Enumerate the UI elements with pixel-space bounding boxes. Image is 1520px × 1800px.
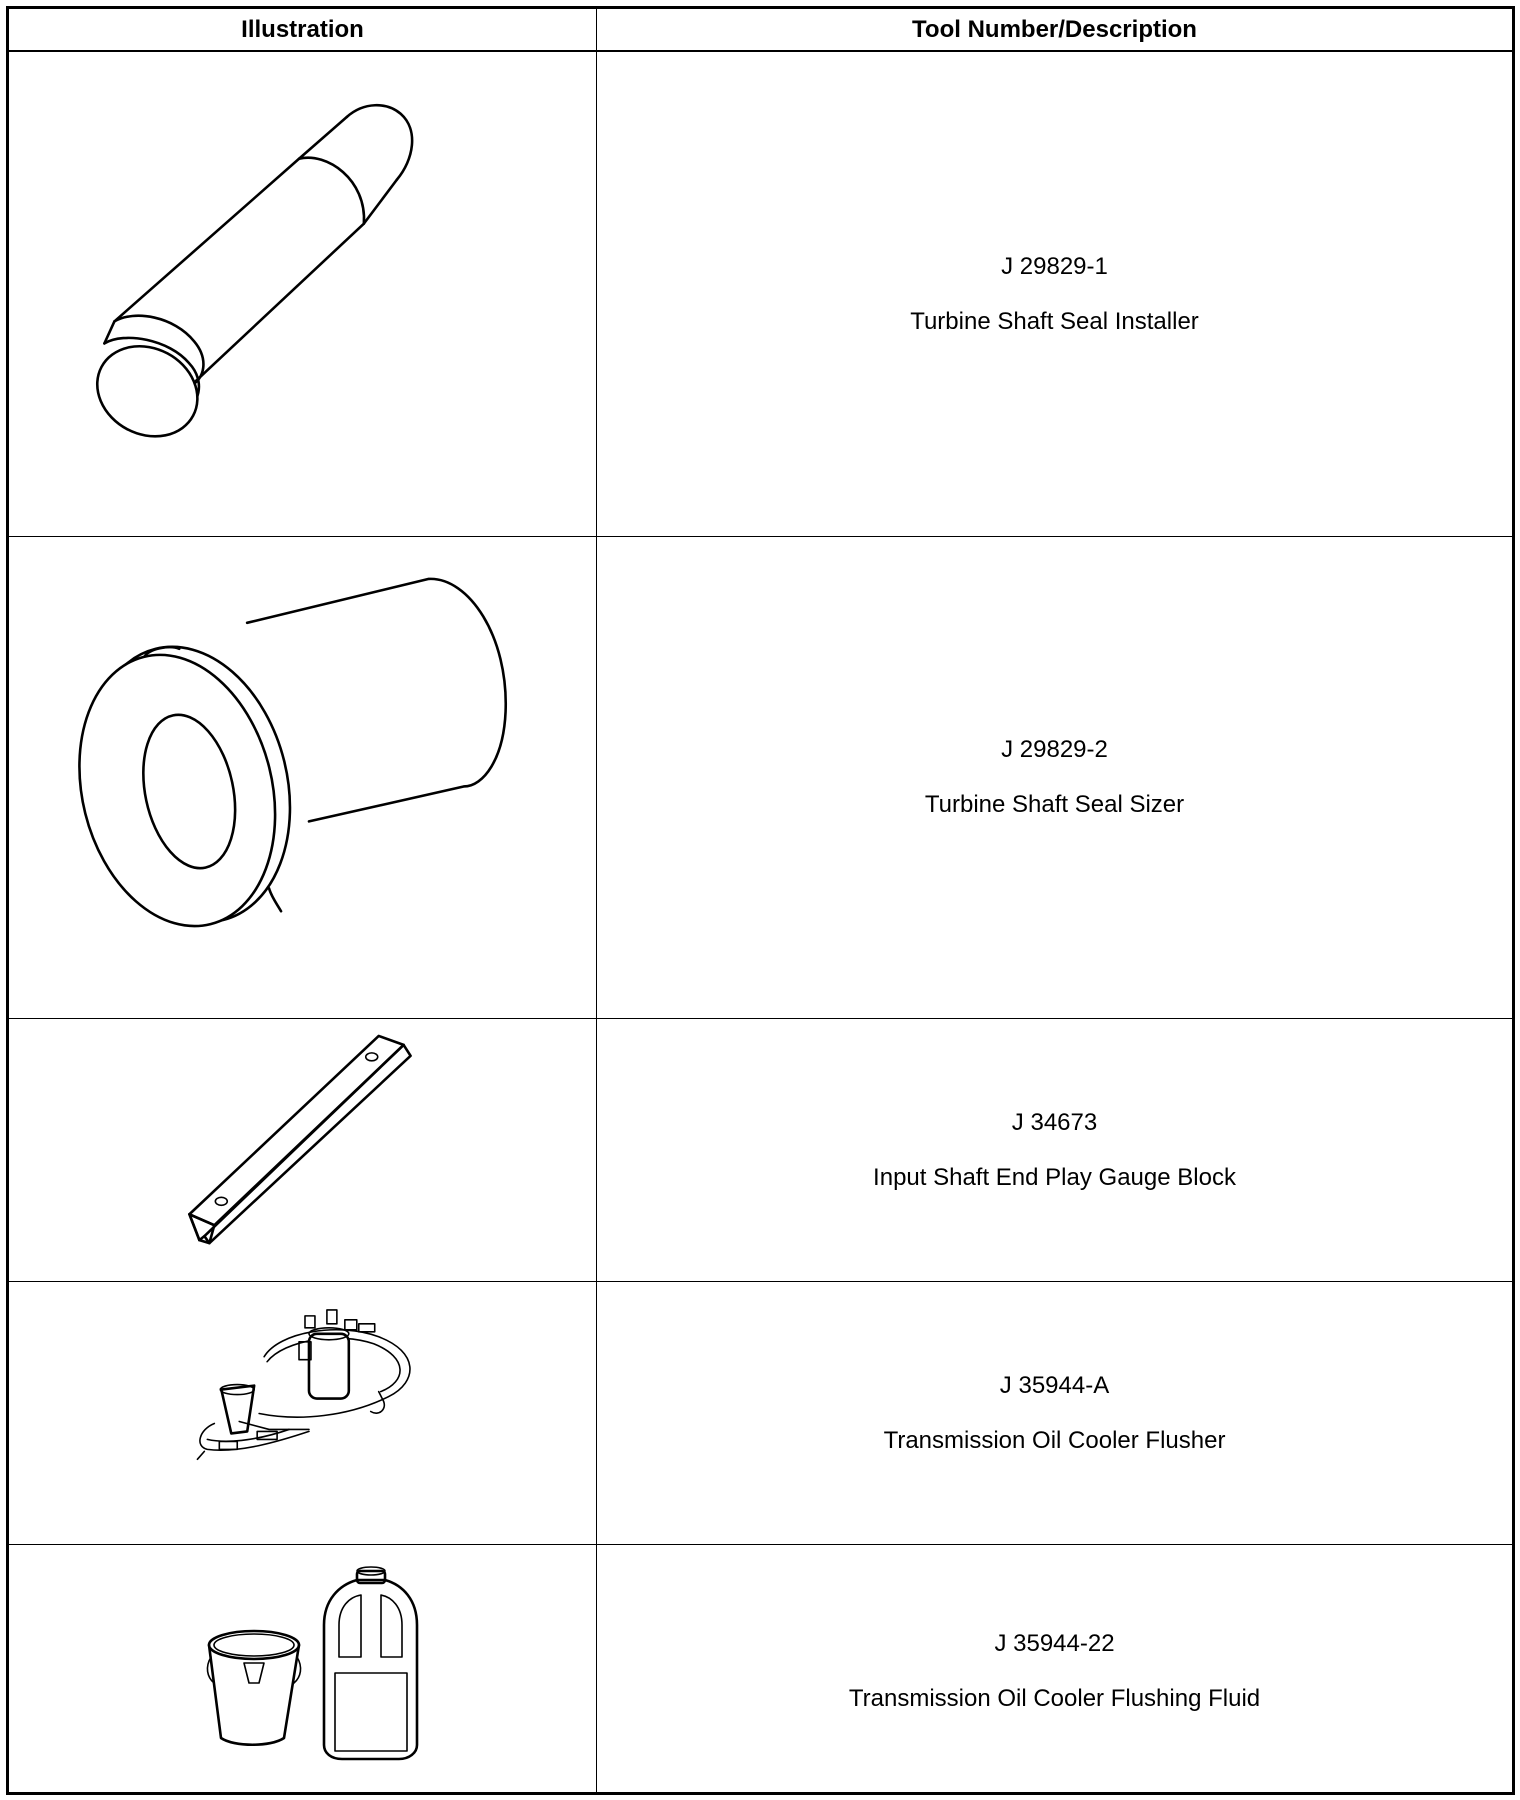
table-row bbox=[9, 537, 1512, 1019]
tool-description: Turbine Shaft Seal Installer bbox=[910, 307, 1199, 335]
tool-description: Input Shaft End Play Gauge Block bbox=[873, 1163, 1236, 1191]
tool-description: Turbine Shaft Seal Sizer bbox=[924, 791, 1185, 818]
table-row bbox=[9, 1282, 1512, 1545]
tool-number: J 35944-22 bbox=[994, 1630, 1115, 1657]
description-cell bbox=[597, 1545, 1512, 1798]
gauge-block-icon bbox=[9, 1019, 596, 1281]
description-cell bbox=[597, 1019, 1512, 1281]
tool-number: J 29829-2 bbox=[1001, 736, 1108, 763]
illustration-cell bbox=[9, 1019, 596, 1281]
illustration-cell bbox=[9, 52, 596, 536]
turbine-shaft-seal-installer-icon bbox=[9, 52, 596, 536]
description-cell bbox=[597, 1282, 1512, 1544]
header-tool-number-description: Tool Number/Description bbox=[912, 15, 1197, 43]
tool-description: Transmission Oil Cooler Flushing Fluid bbox=[848, 1685, 1261, 1712]
tool-table bbox=[6, 6, 1515, 1795]
illustration-cell bbox=[9, 1545, 596, 1798]
table-header-row bbox=[9, 9, 1512, 52]
tool-number: J 29829-1 bbox=[1001, 252, 1108, 280]
oil-cooler-flusher-icon bbox=[9, 1282, 596, 1544]
turbine-shaft-seal-sizer-icon bbox=[9, 537, 596, 1018]
tool-description: Transmission Oil Cooler Flusher bbox=[883, 1426, 1226, 1454]
description-cell bbox=[597, 52, 1512, 536]
tool-number: J 35944-A bbox=[999, 1371, 1110, 1399]
table-row bbox=[9, 1545, 1512, 1798]
table-row bbox=[9, 52, 1512, 537]
header-illustration: Illustration bbox=[241, 15, 364, 43]
table-row bbox=[9, 1019, 1512, 1282]
description-cell bbox=[597, 537, 1512, 1018]
tool-number: J 34673 bbox=[1011, 1108, 1098, 1136]
illustration-cell bbox=[9, 537, 596, 1018]
illustration-cell bbox=[9, 1282, 596, 1544]
flushing-fluid-icon bbox=[9, 1545, 596, 1798]
